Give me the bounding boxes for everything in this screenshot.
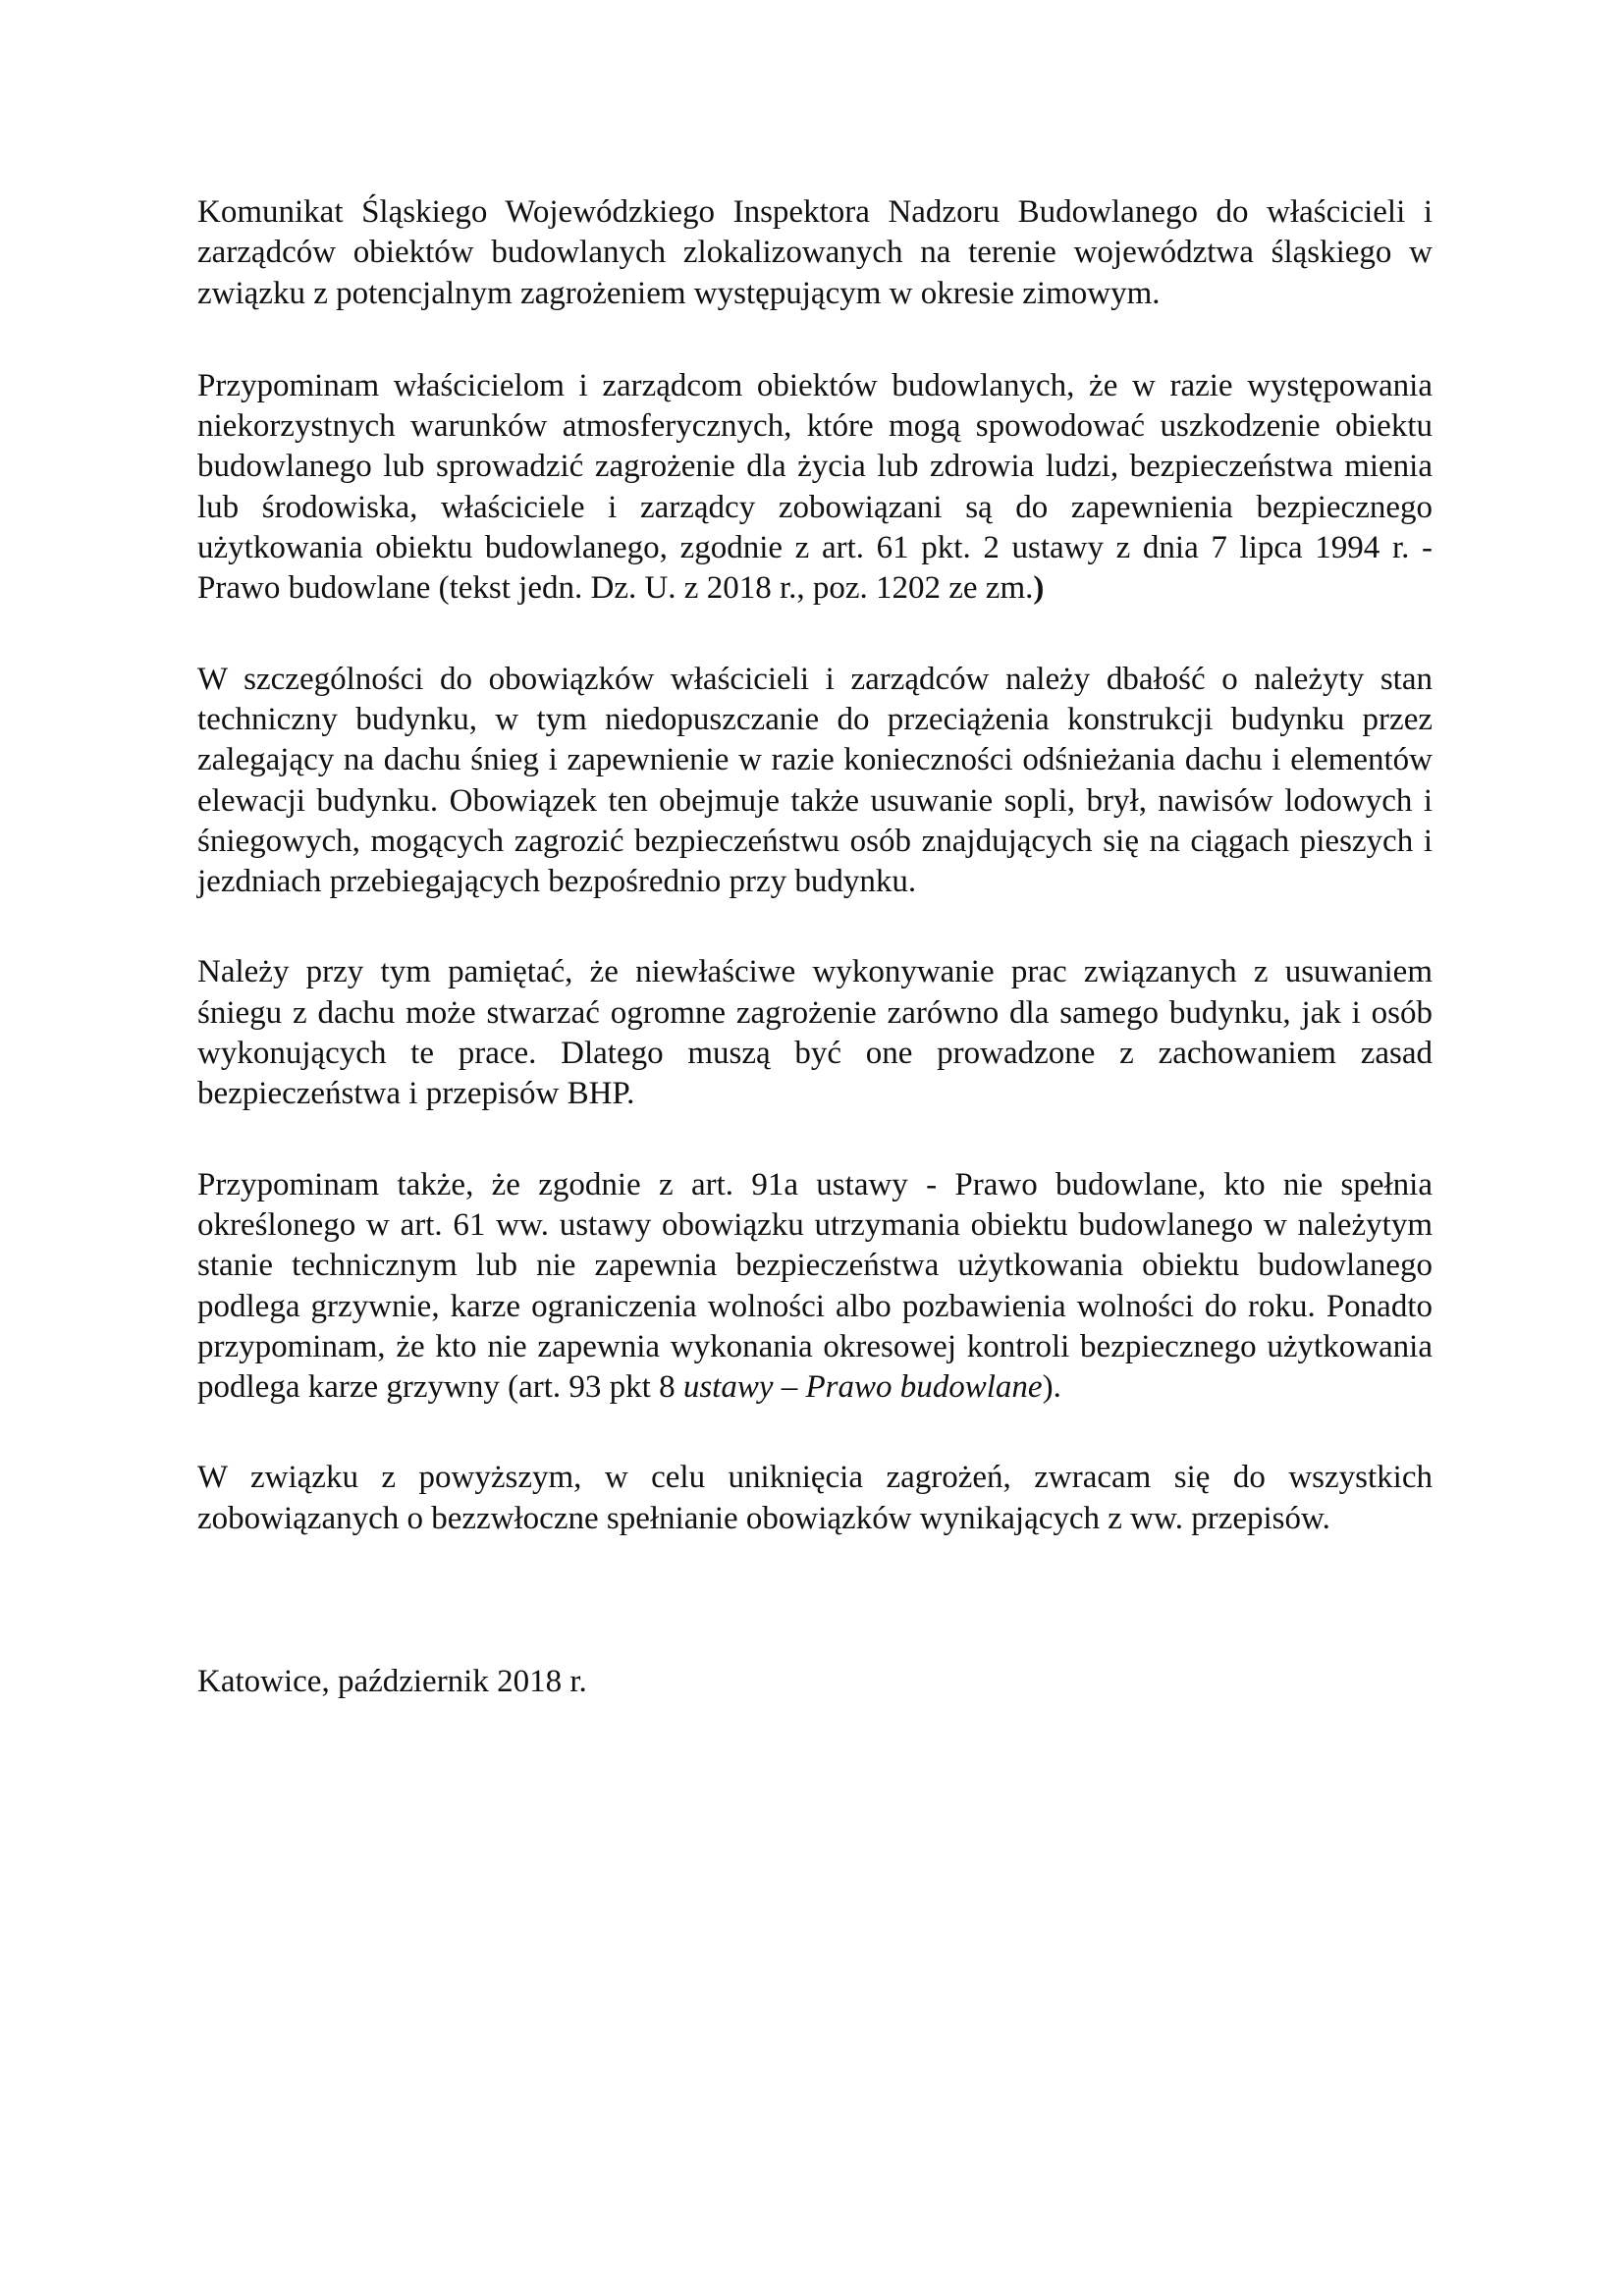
duties-paragraph: W szczególności do obowiązków właścicieli i zarządców należy dbałość o należyty stan techniczny budynku, w tym niedopuszczanie do przeciążenia konstrukcji budynku przez zalegający na dachu śnieg i zapewnienie w razie konieczności odśnieżania dachu i elementów elewacji budynku. Obowiązek ten obejmuje także usuwanie sopli, brył, nawisów lodowych i śniegowych, mogących zagrozić bezpieczeństwu osób znajdujących się na ciągach pieszych i jezdniach przebiegających bezpośrednio przy budynku. (197, 661, 1433, 900)
reminder-paragraph (197, 366, 1433, 610)
reminder-paragraph-text: Przypominam właścicielom i zarządcom obiektów budowlanych, że w razie występowania niekorzystnych warunków atmosferycznych, które mogą spowodować uszkodzenie obiektu budowlanego lub sprowadzić zagrożenie dla życia lub zdrowia ludzi, bezpieczeństwa mienia lub środowiska, właściciele i zarządcy zobowiązani są do zapewnienia bezpiecznego użytkowania obiektu budowlanego, zgodnie z art. 61 pkt. 2 ustawy z dnia 7 lipca 1994 r. - Prawo budowlane (tekst jedn. Dz. U. z 2018 r., poz. 1202 ze zm. (197, 367, 1433, 607)
law-title-italic: ustawy – Prawo budowlane (682, 1369, 1043, 1406)
appeal-paragraph: W związku z powyższym, w celu uniknięcia zagrożeń, zwracam się do wszystkich zobowiązanych o bezzwłoczne spełnianie obowiązków wynikających z ww. przepisów. (197, 1460, 1433, 1536)
intro-paragraph: Komunikat Śląskiego Wojewódzkiego Inspektora Nadzoru Budowlanego do właścicieli i zarządców obiektów budowlanych zlokalizowanych na terenie województwa śląskiego w związku z potencjalnym zagrożeniem występującym w okresie zimowym. (197, 194, 1433, 311)
closing-parenthesis: ) (1033, 570, 1045, 607)
penalties-paragraph (197, 1165, 1433, 1409)
place-and-date: Katowice, październik 2018 r. (197, 1664, 587, 1700)
penalties-paragraph-tail: ). (1042, 1369, 1061, 1406)
safety-paragraph: Należy przy tym pamiętać, że niewłaściwe wykonywanie prac związanych z usuwaniem śniegu z dachu może stwarzać ogromne zagrożenie zarówno dla samego budynku, jak i osób wykonujących te prace. Dlatego muszą być one prowadzone z zachowaniem zasad bezpieczeństwa i przepisów BHP. (197, 954, 1433, 1112)
document-page (197, 192, 1433, 1702)
penalties-paragraph-text: Przypominam także, że zgodnie z art. 91a ustawy - Prawo budowlane, kto nie spełnia określonego w art. 61 ww. ustawy obowiązku utrzymania obiektu budowlanego w należytym stanie technicznym lub nie zapewnia bezpieczeństwa użytkowania obiektu budowlanego podlega grzywnie, karze ograniczenia wolności albo pozbawienia wolności do roku. Ponadto przypominam, że kto nie zapewnia wykonania okresowej kontroli bezpiecznego użytkowania podlega karze grzywny (art. 93 pkt 8 (197, 1166, 1433, 1406)
